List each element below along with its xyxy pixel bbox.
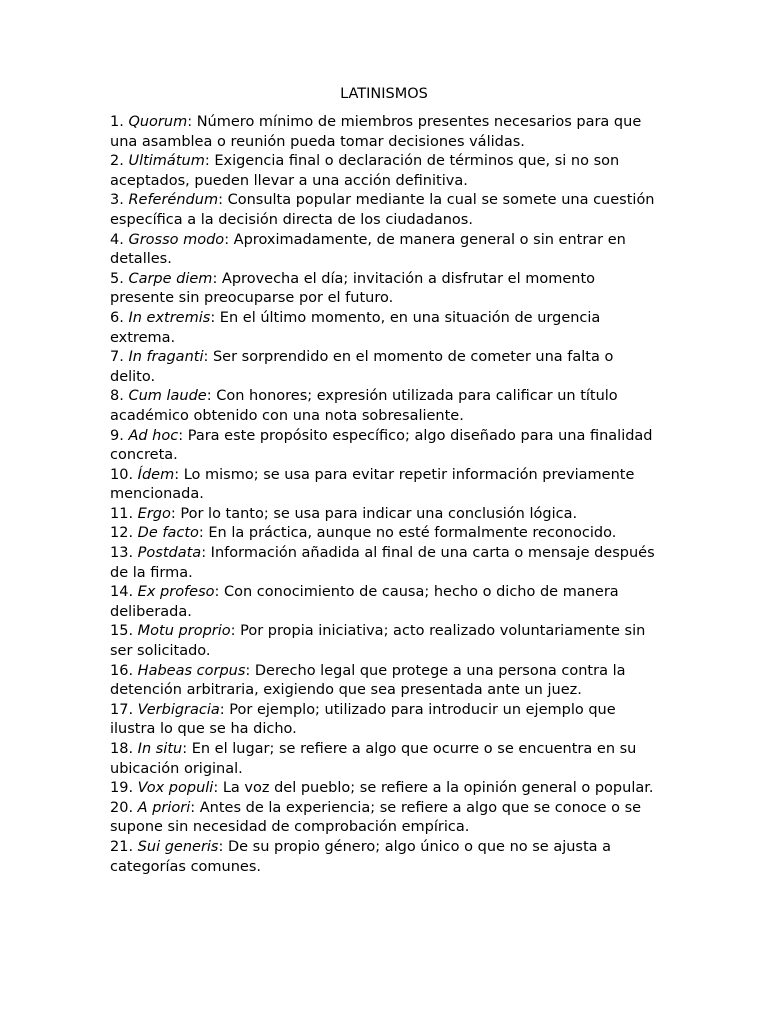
list-item: [110, 387, 658, 426]
list-item: [110, 427, 658, 466]
entry-term: Carpe diem: [128, 270, 213, 287]
list-item: [110, 466, 658, 505]
entry-number: 11.: [110, 505, 134, 522]
entry-definition: : En la práctica, aunque no esté formalmente reconocido.: [198, 525, 617, 542]
entry-number: 7.: [110, 349, 124, 366]
entry-number: 14.: [110, 584, 134, 601]
list-item: [110, 270, 658, 309]
list-item: [110, 309, 658, 348]
entry-number: 20.: [110, 799, 134, 816]
list-item: [110, 231, 658, 270]
entry-number: 21.: [110, 838, 134, 855]
entry-definition: : Aprovecha el día; invitación a disfrutar el momento presente sin preocuparse por el futuro.: [110, 270, 595, 307]
entry-definition: : En el último momento, en una situación de urgencia extrema.: [110, 309, 601, 346]
entry-number: 17.: [110, 701, 134, 718]
document-page: [110, 84, 658, 877]
entry-term: Quorum: [128, 114, 188, 130]
entry-term: Habeas corpus: [137, 662, 246, 679]
entry-definition: : Número mínimo de miembros presentes necesarios para que una asamblea o reunión pueda tomar decisiones válidas.: [110, 114, 642, 150]
list-item: [110, 838, 658, 877]
list-item: [110, 583, 658, 622]
entry-term: Ultimátum: [128, 153, 205, 170]
entry-number: 12.: [110, 525, 134, 542]
list-item: [110, 348, 658, 387]
list-item: [110, 662, 658, 701]
list-item: [110, 505, 658, 525]
list-item: [110, 740, 658, 779]
entry-definition: : Ser sorprendido en el momento de cometer una falta o delito.: [110, 349, 614, 385]
entry-definition: : Por propia iniciativa; acto realizado voluntariamente sin ser solicitado.: [110, 623, 646, 660]
entry-number: 2.: [110, 153, 124, 170]
entry-term: Verbigracia: [137, 701, 220, 718]
entry-term: Ídem: [137, 466, 175, 483]
entry-term: In extremis: [128, 309, 211, 326]
entry-definition: : Con conocimiento de causa; hecho o dicho de manera deliberada.: [110, 584, 619, 620]
list-item: [110, 191, 658, 230]
entry-number: 9.: [110, 427, 124, 444]
entry-term: Motu proprio: [137, 623, 231, 640]
entry-number: 15.: [110, 623, 134, 640]
entry-definition: : Con honores; expresión utilizada para calificar un título académico obtenido con una nota sobresaliente.: [110, 388, 618, 424]
entry-definition: : Información añadida al final de una carta o mensaje después de la firma.: [110, 545, 655, 581]
entry-number: 13.: [110, 545, 134, 562]
entry-definition: : Aproximadamente, de manera general o sin entrar en detalles.: [110, 231, 626, 268]
entry-term: Grosso modo: [128, 231, 225, 248]
entry-definition: : La voz del pueblo; se refiere a la opinión general o popular.: [213, 780, 654, 797]
entry-number: 8.: [110, 388, 124, 405]
list-item: [110, 524, 658, 544]
entry-term: Postdata: [137, 545, 202, 562]
entry-definition: : Lo mismo; se usa para evitar repetir información previamente mencionada.: [110, 466, 635, 503]
entry-term: Cum laude: [128, 388, 207, 405]
entry-definition: : Antes de la experiencia; se refiere a algo que se conoce o se supone sin necesidad de comprobación empírica.: [110, 799, 642, 836]
entry-definition: : Consulta popular mediante la cual se somete una cuestión específica a la decisión directa de los ciudadanos.: [110, 192, 655, 228]
entry-term: Vox populi: [137, 780, 214, 797]
entry-definition: : Derecho legal que protege a una persona contra la detención arbitraria, exigiendo que sea presentada ante un juez.: [110, 662, 626, 699]
entry-definition: : De su propio género; algo único o que no se ajusta a categorías comunes.: [110, 838, 612, 875]
entry-number: 1.: [110, 114, 124, 130]
entry-number: 18.: [110, 741, 134, 757]
entry-number: 16.: [110, 662, 134, 679]
entry-term: In situ: [137, 741, 183, 757]
entry-number: 3.: [110, 192, 124, 209]
entry-term: De facto: [137, 525, 199, 542]
entry-definition: : Exigencia final o declaración de términos que, si no son aceptados, pueden llevar a una acción definitiva.: [110, 153, 620, 189]
latinisms-list: [110, 113, 658, 877]
list-item: [110, 113, 658, 152]
entry-number: 4.: [110, 231, 124, 248]
entry-number: 10.: [110, 466, 134, 483]
document-title: LATINISMOS: [340, 86, 428, 102]
entry-number: 5.: [110, 270, 124, 287]
entry-number: 19.: [110, 780, 134, 797]
entry-term: Ad hoc: [128, 427, 179, 444]
list-item: [110, 152, 658, 191]
entry-term: Sui generis: [137, 838, 219, 855]
entry-definition: : Por lo tanto; se usa para indicar una conclusión lógica.: [170, 505, 578, 522]
entry-definition: : Para este propósito específico; algo diseñado para una finalidad concreta.: [110, 427, 653, 464]
entry-term: A priori: [137, 799, 191, 816]
entry-definition: : Por ejemplo; utilizado para introducir un ejemplo que ilustra lo que se ha dicho.: [110, 701, 616, 738]
entry-term: Ergo: [137, 505, 171, 522]
list-item: [110, 622, 658, 661]
entry-number: 6.: [110, 309, 124, 326]
entry-term: Referéndum: [128, 192, 219, 209]
list-item: [110, 544, 658, 583]
list-item: [110, 701, 658, 740]
list-item: [110, 799, 658, 838]
entry-term: In fraganti: [128, 349, 204, 366]
entry-definition: : En el lugar; se refiere a algo que ocurre o se encuentra en su ubicación original.: [110, 741, 637, 777]
entry-term: Ex profeso: [137, 584, 215, 601]
list-item: [110, 779, 658, 799]
